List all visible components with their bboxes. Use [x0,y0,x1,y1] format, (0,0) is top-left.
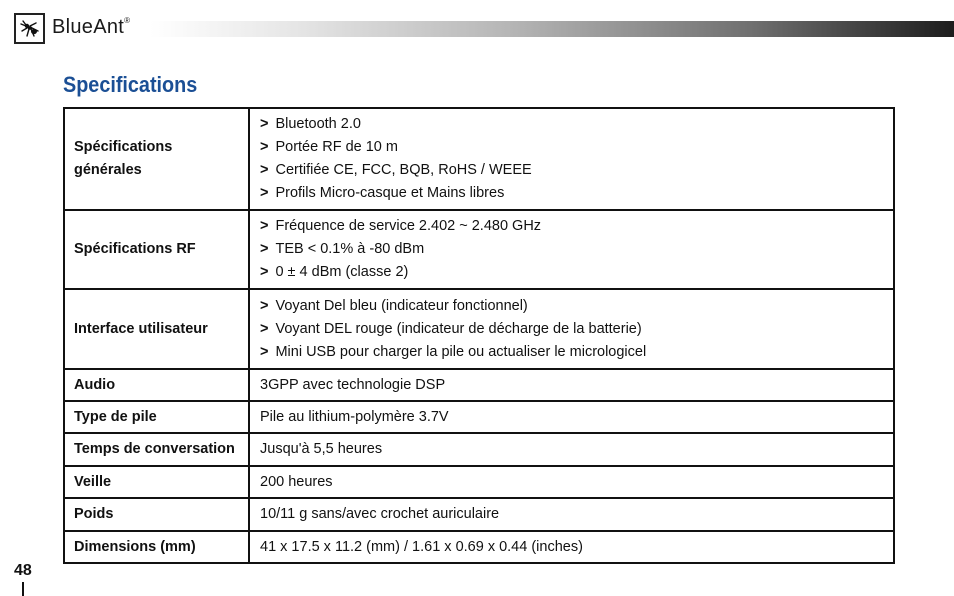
row-value: 200 heures [249,466,894,498]
list-item: > Fréquence de service 2.402 ~ 2.480 GHz [260,215,884,238]
page-title: Specifications [63,72,198,97]
table-row [64,531,894,563]
table-row [64,401,894,433]
list-item: > Profils Micro-casque et Mains libres [260,182,884,205]
list-item: > Bluetooth 2.0 [260,113,884,136]
bullet-list [260,211,884,288]
row-label: Audio [64,369,249,401]
row-label: Dimensions (mm) [64,531,249,563]
list-item: > Portée RF de 10 m [260,136,884,159]
list-item: > Voyant Del bleu (indicateur fonctionnel) [260,295,884,318]
page-number: 48 [14,562,32,579]
list-item: > TEB < 0.1% à -80 dBm [260,238,884,261]
list-item: > Certifiée CE, FCC, BQB, RoHS / WEEE [260,159,884,182]
table-row [64,433,894,466]
brand-logo-text: BlueAnt® [52,16,131,38]
page-number-rule [22,582,24,596]
row-value: Jusqu'à 5,5 heures [249,433,894,466]
row-label: Spécifications générales [64,108,249,210]
table-row [64,466,894,498]
list-item: > Voyant DEL rouge (indicateur de décharge de la batterie) [260,318,884,341]
row-value: 41 x 17.5 x 11.2 (mm) / 1.61 x 0.69 x 0.44 (inches) [249,531,894,563]
table-row [64,498,894,531]
row-value: 3GPP avec technologie DSP [249,369,894,401]
row-value: Pile au lithium-polymère 3.7V [249,401,894,433]
header-gradient-bar [150,21,954,37]
row-value [249,289,894,369]
row-value: 10/11 g sans/avec crochet auriculaire [249,498,894,531]
row-value [249,108,894,210]
bullet-list [260,109,884,209]
list-item: > Mini USB pour charger la pile ou actualiser le micrologicel [260,341,884,364]
table-row [64,108,894,210]
table-row [64,210,894,289]
row-value [249,210,894,289]
row-label: Type de pile [64,401,249,433]
bullet-list [260,291,884,368]
specifications-table [63,107,895,564]
row-label: Temps de conversation [64,433,249,466]
ant-icon [14,13,45,44]
row-label: Veille [64,466,249,498]
table-row [64,289,894,369]
row-label: Poids [64,498,249,531]
list-item: > 0 ± 4 dBm (classe 2) [260,261,884,284]
row-label: Interface utilisateur [64,289,249,369]
row-label: Spécifications RF [64,210,249,289]
table-row [64,369,894,401]
